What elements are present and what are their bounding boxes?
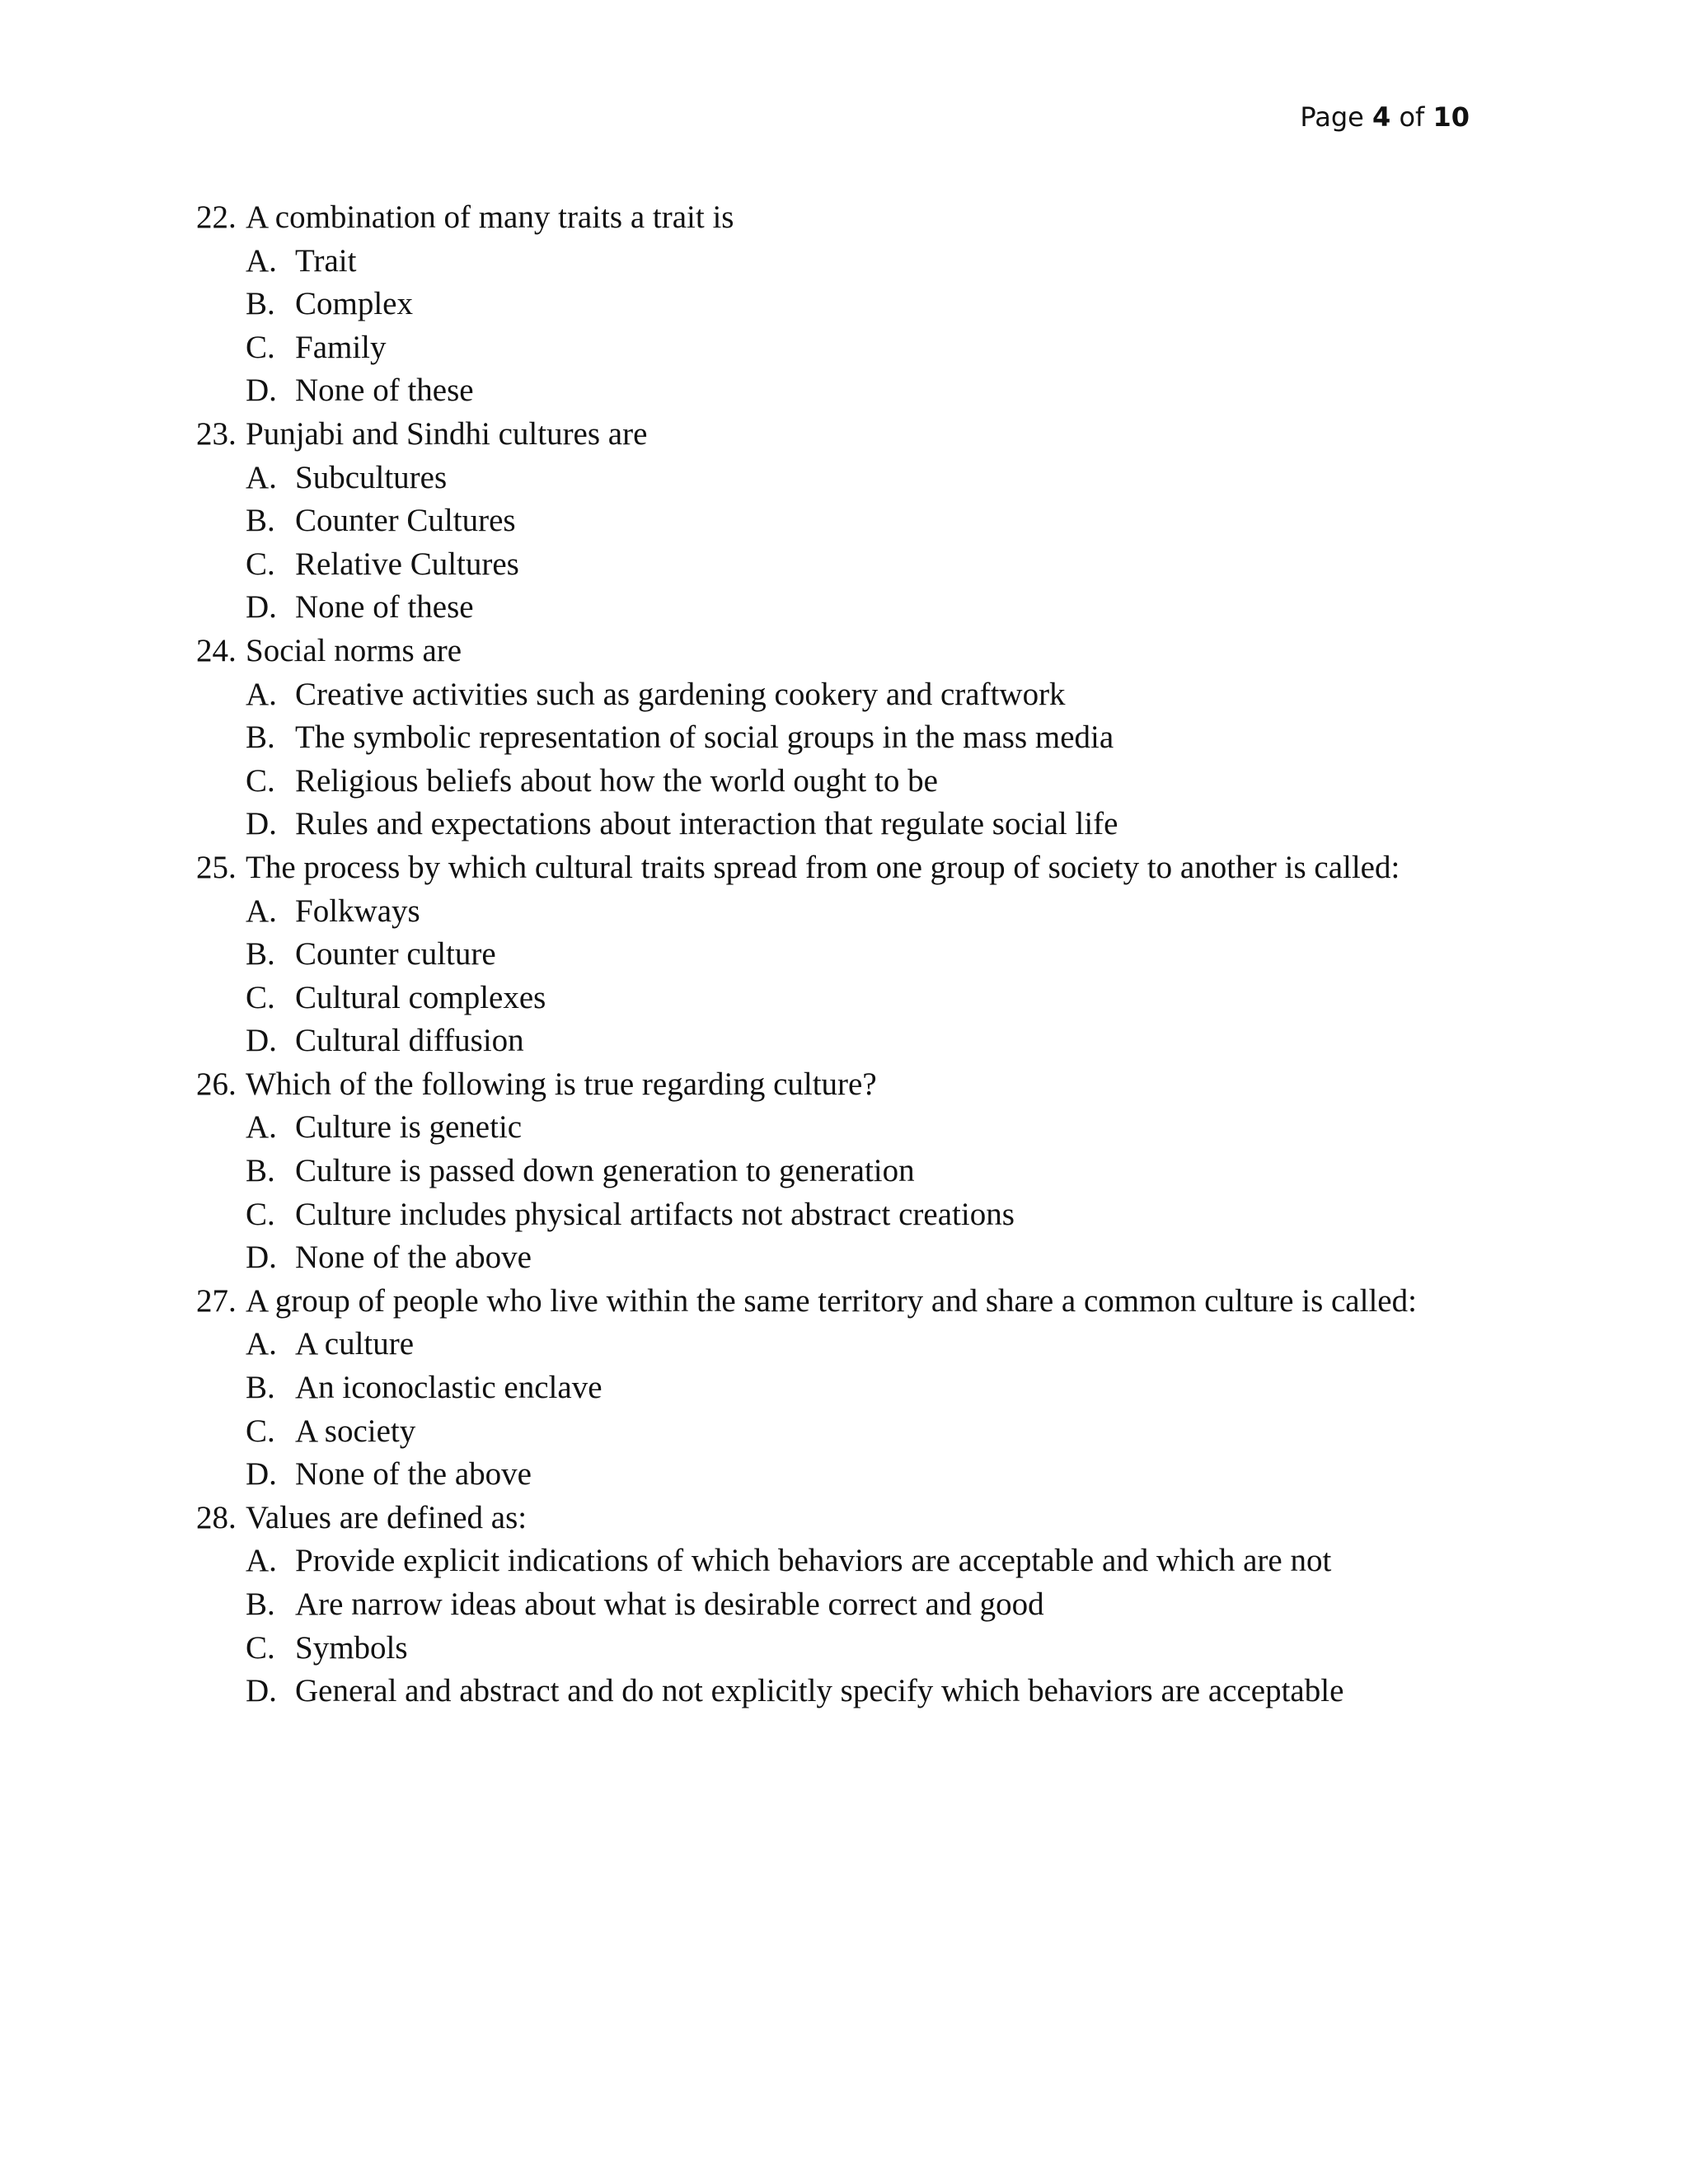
page-indicator [1300, 99, 1470, 135]
question-stem [196, 1280, 1515, 1324]
option-letter: D. [246, 1673, 277, 1709]
option-letter: C. [246, 546, 275, 582]
question-text: Which of the following is true regarding culture? [246, 1066, 877, 1102]
question-list [196, 196, 1515, 1713]
question-23 [196, 413, 1515, 630]
answer-option [196, 1670, 1515, 1713]
option-text: Creative activities such as gardening cookery and craftwork [295, 676, 1066, 712]
answer-option [196, 369, 1515, 413]
option-text: Rules and expectations about interaction that regulate social life [295, 806, 1118, 842]
option-text: Folkways [295, 893, 420, 929]
question-number: 25. [196, 849, 237, 885]
option-letter: A. [246, 242, 277, 279]
option-letter: C. [246, 1629, 275, 1666]
question-text: Social norms are [246, 632, 462, 668]
question-stem [196, 413, 1515, 457]
option-text: Family [295, 329, 387, 365]
option-letter: B. [246, 1586, 275, 1622]
option-text: The symbolic representation of social groups in the mass media [295, 719, 1114, 756]
question-28 [196, 1497, 1515, 1713]
option-text: Relative Cultures [295, 546, 519, 582]
option-text: A society [295, 1413, 416, 1449]
answer-option [196, 1540, 1515, 1583]
option-letter: A. [246, 459, 277, 495]
question-text: Punjabi and Sindhi cultures are [246, 415, 648, 452]
answer-option [196, 977, 1515, 1020]
question-stem [196, 630, 1515, 673]
option-text: Cultural complexes [295, 979, 546, 1015]
question-24 [196, 630, 1515, 846]
option-text: Counter Cultures [295, 503, 516, 539]
option-text: Culture includes physical artifacts not abstract creations [295, 1196, 1015, 1232]
question-text: The process by which cultural traits spread from one group of society to another is called: [246, 849, 1400, 885]
option-letter: B. [246, 286, 275, 322]
answer-option [196, 1019, 1515, 1063]
option-letter: C. [246, 1413, 275, 1449]
answer-option [196, 1583, 1515, 1627]
option-letter: C. [246, 329, 275, 365]
answer-option [196, 673, 1515, 717]
option-letter: C. [246, 762, 275, 799]
option-letter: D. [246, 1023, 277, 1059]
option-letter: B. [246, 1370, 275, 1406]
question-number: 22. [196, 199, 237, 235]
answer-option [196, 586, 1515, 630]
question-number: 28. [196, 1499, 237, 1535]
option-letter: D. [246, 1240, 277, 1276]
option-letter: A. [246, 893, 277, 929]
answer-option [196, 1323, 1515, 1366]
option-letter: D. [246, 373, 277, 409]
answer-option [196, 1453, 1515, 1497]
option-letter: A. [246, 1543, 277, 1579]
question-text: A group of people who live within the same territory and share a common culture is called: [246, 1282, 1417, 1319]
option-text: Cultural diffusion [295, 1023, 524, 1059]
answer-option [196, 499, 1515, 543]
answer-option [196, 326, 1515, 370]
option-text: Are narrow ideas about what is desirable correct and good [295, 1586, 1044, 1622]
question-text: A combination of many traits a trait is [246, 199, 734, 235]
question-stem [196, 196, 1515, 240]
option-text: A culture [295, 1326, 415, 1362]
answer-option [196, 1366, 1515, 1410]
answer-option [196, 1236, 1515, 1280]
answer-option [196, 1193, 1515, 1237]
answer-option [196, 1627, 1515, 1671]
question-number: 27. [196, 1282, 237, 1319]
option-letter: C. [246, 1196, 275, 1232]
answer-option [196, 543, 1515, 587]
option-letter: D. [246, 589, 277, 626]
answer-option [196, 1410, 1515, 1454]
option-letter: A. [246, 1326, 277, 1362]
option-text: None of these [295, 373, 474, 409]
question-26 [196, 1063, 1515, 1280]
option-text: Symbols [295, 1629, 408, 1666]
page-total: 10 [1432, 101, 1470, 133]
question-22 [196, 196, 1515, 413]
question-stem [196, 1063, 1515, 1107]
answer-option [196, 1106, 1515, 1150]
option-letter: B. [246, 936, 275, 972]
question-25 [196, 846, 1515, 1063]
option-letter: A. [246, 676, 277, 712]
option-letter: D. [246, 806, 277, 842]
page-prefix: Page [1300, 101, 1364, 133]
option-text: Complex [295, 286, 413, 322]
answer-option [196, 457, 1515, 500]
question-27 [196, 1280, 1515, 1497]
answer-option [196, 803, 1515, 846]
question-stem [196, 846, 1515, 890]
option-text: Culture is genetic [295, 1109, 523, 1146]
answer-option [196, 890, 1515, 934]
question-number: 23. [196, 415, 237, 452]
option-text: Subcultures [295, 459, 448, 495]
page-current: 4 [1372, 101, 1391, 133]
question-stem [196, 1497, 1515, 1540]
answer-option [196, 1150, 1515, 1193]
answer-option [196, 933, 1515, 977]
option-text: Trait [295, 242, 357, 279]
option-text: None of the above [295, 1456, 532, 1493]
option-text: General and abstract and do not explicitly specify which behaviors are acceptable [295, 1673, 1344, 1709]
answer-option [196, 716, 1515, 760]
question-number: 26. [196, 1066, 237, 1102]
option-letter: D. [246, 1456, 277, 1493]
option-letter: B. [246, 1153, 275, 1189]
option-letter: B. [246, 719, 275, 756]
answer-option [196, 760, 1515, 804]
answer-option [196, 283, 1515, 326]
option-text: Provide explicit indications of which behaviors are acceptable and which are not [295, 1543, 1332, 1579]
option-letter: C. [246, 979, 275, 1015]
option-text: An iconoclastic enclave [295, 1370, 603, 1406]
option-text: Culture is passed down generation to generation [295, 1153, 915, 1189]
page-of: of [1399, 101, 1425, 133]
option-text: Counter culture [295, 936, 496, 972]
answer-option [196, 240, 1515, 284]
option-text: Religious beliefs about how the world ought to be [295, 762, 938, 799]
option-letter: B. [246, 503, 275, 539]
question-text: Values are defined as: [246, 1499, 528, 1535]
option-letter: A. [246, 1109, 277, 1146]
option-text: None of these [295, 589, 474, 626]
option-text: None of the above [295, 1240, 532, 1276]
question-number: 24. [196, 632, 237, 668]
